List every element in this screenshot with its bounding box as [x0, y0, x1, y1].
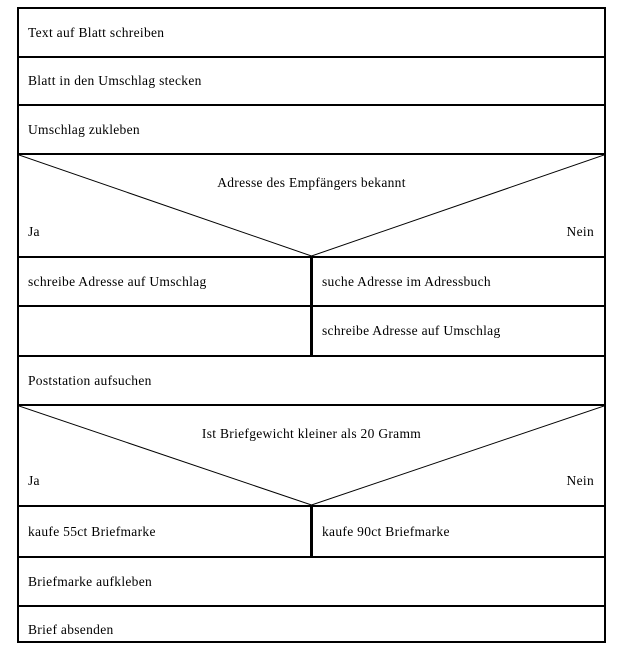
step-seal-envelope: [19, 106, 604, 155]
decision-diagonal-lines: [19, 155, 604, 256]
branch-label: schreibe Adresse auf Umschlag: [28, 273, 207, 289]
branch-row-address-2: [19, 307, 604, 357]
branch-row-stamp: [19, 507, 604, 558]
step-send-letter: [19, 607, 604, 641]
step-write-text-on-sheet: [19, 9, 604, 58]
decision-diagonal-lines: [19, 406, 604, 505]
branch-cell-buy-55ct-stamp: [19, 507, 313, 556]
step-label: Briefmarke aufkleben: [28, 573, 153, 589]
condition-label: Ist Briefgewicht kleiner als 20 Gramm: [201, 426, 422, 441]
step-label: Poststation aufsuchen: [28, 372, 152, 388]
condition-label: Adresse des Empfängers bekannt: [217, 175, 406, 190]
branch-cell-empty: [19, 307, 313, 355]
branch-label: kaufe 55ct Briefmarke: [28, 523, 156, 539]
step-go-to-post-office: [19, 357, 604, 406]
step-stick-stamp: [19, 558, 604, 607]
step-label: Brief absenden: [28, 622, 114, 637]
branch-label: schreibe Adresse auf Umschlag: [322, 323, 501, 338]
branch-cell-buy-90ct-stamp: [313, 507, 604, 556]
step-put-sheet-in-envelope: [19, 58, 604, 106]
branch-label: kaufe 90ct Briefmarke: [322, 523, 450, 539]
step-label: Text auf Blatt schreiben: [28, 24, 165, 40]
branch-cell-write-address-2: [313, 307, 604, 355]
no-label: Nein: [566, 224, 594, 239]
decision-address-known: [19, 155, 604, 258]
decision-letter-weight: [19, 406, 604, 507]
branch-row-address-1: [19, 258, 604, 307]
yes-label: Ja: [28, 224, 40, 239]
nassi-shneiderman-structogram: [17, 7, 606, 643]
step-label: Umschlag zukleben: [28, 121, 140, 137]
branch-cell-write-address: [19, 258, 313, 305]
no-label: Nein: [566, 473, 594, 488]
branch-label: suche Adresse im Adressbuch: [322, 273, 491, 289]
branch-cell-search-addressbook: [313, 258, 604, 305]
yes-label: Ja: [28, 473, 40, 488]
step-label: Blatt in den Umschlag stecken: [28, 73, 202, 88]
